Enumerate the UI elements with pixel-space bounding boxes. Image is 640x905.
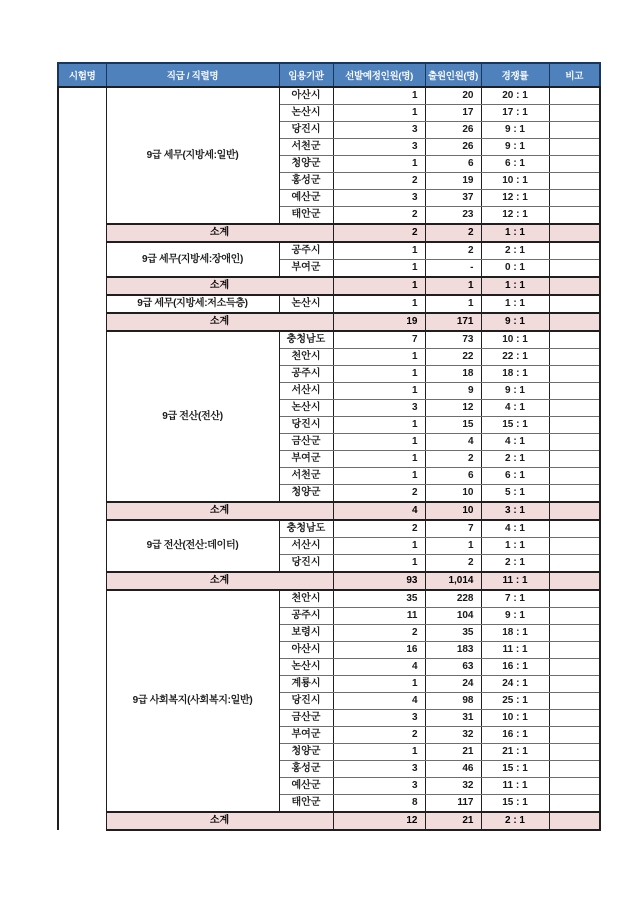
remark-cell bbox=[549, 383, 600, 400]
applicants-cell: 12 bbox=[425, 400, 481, 417]
table-header bbox=[58, 63, 600, 87]
ratio-cell: 16 : 1 bbox=[481, 659, 549, 676]
applicants-cell: 63 bbox=[425, 659, 481, 676]
ratio-cell: 10 : 1 bbox=[481, 331, 549, 349]
agency-cell: 서산시 bbox=[279, 538, 333, 555]
remark-cell bbox=[549, 744, 600, 761]
column-header-ratio: 경쟁률 bbox=[481, 63, 549, 87]
ratio-cell: 22 : 1 bbox=[481, 349, 549, 366]
ratio-cell: 9 : 1 bbox=[481, 608, 549, 625]
applicants-cell: 18 bbox=[425, 366, 481, 383]
planned-cell: 1 bbox=[333, 676, 425, 693]
agency-cell: 서천군 bbox=[279, 139, 333, 156]
applicants-cell: 26 bbox=[425, 139, 481, 156]
ratio-cell: 2 : 1 bbox=[481, 555, 549, 573]
subtotal-remark-cell bbox=[549, 502, 600, 520]
applicants-cell: 9 bbox=[425, 383, 481, 400]
ratio-cell: 17 : 1 bbox=[481, 105, 549, 122]
agency-cell: 당진시 bbox=[279, 693, 333, 710]
ratio-cell: 5 : 1 bbox=[481, 485, 549, 503]
planned-cell: 3 bbox=[333, 122, 425, 139]
ratio-cell: 1 : 1 bbox=[481, 538, 549, 555]
subtotal-ratio-cell: 9 : 1 bbox=[481, 313, 549, 331]
applicants-cell: 2 bbox=[425, 555, 481, 573]
applicants-cell: 10 bbox=[425, 485, 481, 503]
remark-cell bbox=[549, 778, 600, 795]
group-title: 9급 세무(지방세:저소득층) bbox=[106, 295, 279, 313]
column-header-agency: 임용기관 bbox=[279, 63, 333, 87]
planned-cell: 2 bbox=[333, 207, 425, 225]
applicants-cell: 26 bbox=[425, 122, 481, 139]
remark-cell bbox=[549, 538, 600, 555]
planned-cell: 3 bbox=[333, 761, 425, 778]
group-title: 9급 세무(지방세:일반) bbox=[106, 87, 279, 224]
planned-cell: 1 bbox=[333, 366, 425, 383]
subtotal-remark-cell bbox=[549, 313, 600, 331]
table-row bbox=[58, 87, 600, 105]
agency-cell: 천안시 bbox=[279, 349, 333, 366]
remark-cell bbox=[549, 727, 600, 744]
remark-cell bbox=[549, 400, 600, 417]
remark-cell bbox=[549, 710, 600, 727]
ratio-cell: 6 : 1 bbox=[481, 156, 549, 173]
ratio-cell: 9 : 1 bbox=[481, 383, 549, 400]
applicants-cell: 1 bbox=[425, 295, 481, 313]
remark-cell bbox=[549, 590, 600, 608]
agency-cell: 홍성군 bbox=[279, 173, 333, 190]
planned-cell: 11 bbox=[333, 608, 425, 625]
agency-cell: 아산시 bbox=[279, 642, 333, 659]
agency-cell: 청양군 bbox=[279, 156, 333, 173]
applicants-cell: 1 bbox=[425, 538, 481, 555]
ratio-cell: 16 : 1 bbox=[481, 727, 549, 744]
agency-cell: 금산군 bbox=[279, 434, 333, 451]
subtotal-ratio-cell: 11 : 1 bbox=[481, 572, 549, 590]
subtotal-row bbox=[58, 502, 600, 520]
ratio-cell: 2 : 1 bbox=[481, 242, 549, 260]
ratio-cell: 4 : 1 bbox=[481, 434, 549, 451]
applicants-cell: - bbox=[425, 260, 481, 278]
ratio-cell: 15 : 1 bbox=[481, 761, 549, 778]
remark-cell bbox=[549, 451, 600, 468]
remark-cell bbox=[549, 260, 600, 278]
remark-cell bbox=[549, 608, 600, 625]
remark-cell bbox=[549, 520, 600, 538]
applicants-cell: 6 bbox=[425, 156, 481, 173]
remark-cell bbox=[549, 795, 600, 813]
subtotal-label: 소계 bbox=[106, 277, 333, 295]
agency-cell: 공주시 bbox=[279, 608, 333, 625]
remark-cell bbox=[549, 139, 600, 156]
subtotal-remark-cell bbox=[549, 277, 600, 295]
ratio-cell: 2 : 1 bbox=[481, 451, 549, 468]
applicants-cell: 22 bbox=[425, 349, 481, 366]
subtotal-row bbox=[58, 224, 600, 242]
ratio-cell: 6 : 1 bbox=[481, 468, 549, 485]
subtotal-remark-cell bbox=[549, 812, 600, 830]
planned-cell: 2 bbox=[333, 625, 425, 642]
remark-cell bbox=[549, 295, 600, 313]
ratio-cell: 0 : 1 bbox=[481, 260, 549, 278]
agency-cell: 충청남도 bbox=[279, 520, 333, 538]
remark-cell bbox=[549, 485, 600, 503]
ratio-cell: 4 : 1 bbox=[481, 400, 549, 417]
ratio-cell: 9 : 1 bbox=[481, 122, 549, 139]
applicants-cell: 24 bbox=[425, 676, 481, 693]
applicants-cell: 32 bbox=[425, 778, 481, 795]
ratio-cell: 4 : 1 bbox=[481, 520, 549, 538]
group-title: 9급 전산(전산) bbox=[106, 331, 279, 502]
applicants-cell: 32 bbox=[425, 727, 481, 744]
subtotal-applicants-cell: 10 bbox=[425, 502, 481, 520]
planned-cell: 1 bbox=[333, 295, 425, 313]
subtotal-ratio-cell: 1 : 1 bbox=[481, 224, 549, 242]
agency-cell: 논산시 bbox=[279, 400, 333, 417]
planned-cell: 7 bbox=[333, 331, 425, 349]
agency-cell: 공주시 bbox=[279, 242, 333, 260]
column-header-rank-series: 직급 / 직렬명 bbox=[106, 63, 279, 87]
ratio-cell: 11 : 1 bbox=[481, 642, 549, 659]
ratio-cell: 1 : 1 bbox=[481, 295, 549, 313]
subtotal-label: 소계 bbox=[106, 812, 333, 830]
planned-cell: 1 bbox=[333, 555, 425, 573]
planned-cell: 1 bbox=[333, 87, 425, 105]
agency-cell: 태안군 bbox=[279, 207, 333, 225]
remark-cell bbox=[549, 105, 600, 122]
planned-cell: 1 bbox=[333, 105, 425, 122]
header-row bbox=[58, 63, 600, 87]
table-row bbox=[58, 590, 600, 608]
planned-cell: 1 bbox=[333, 349, 425, 366]
applicants-cell: 228 bbox=[425, 590, 481, 608]
remark-cell bbox=[549, 122, 600, 139]
ratio-cell: 10 : 1 bbox=[481, 173, 549, 190]
agency-cell: 천안시 bbox=[279, 590, 333, 608]
planned-cell: 4 bbox=[333, 659, 425, 676]
exam-name-cell bbox=[58, 87, 106, 830]
planned-cell: 3 bbox=[333, 139, 425, 156]
agency-cell: 논산시 bbox=[279, 105, 333, 122]
agency-cell: 홍성군 bbox=[279, 761, 333, 778]
group-title: 9급 전산(전산:데이터) bbox=[106, 520, 279, 572]
remark-cell bbox=[549, 207, 600, 225]
group-title: 9급 세무(지방세:장애인) bbox=[106, 242, 279, 277]
agency-cell: 서천군 bbox=[279, 468, 333, 485]
ratio-cell: 9 : 1 bbox=[481, 139, 549, 156]
ratio-cell: 7 : 1 bbox=[481, 590, 549, 608]
remark-cell bbox=[549, 417, 600, 434]
applicants-cell: 2 bbox=[425, 242, 481, 260]
applicants-cell: 183 bbox=[425, 642, 481, 659]
agency-cell: 부여군 bbox=[279, 260, 333, 278]
table-body bbox=[58, 87, 600, 830]
planned-cell: 3 bbox=[333, 400, 425, 417]
applicants-cell: 117 bbox=[425, 795, 481, 813]
subtotal-row bbox=[58, 313, 600, 331]
subtotal-applicants-cell: 1 bbox=[425, 277, 481, 295]
applicants-cell: 98 bbox=[425, 693, 481, 710]
remark-cell bbox=[549, 349, 600, 366]
remark-cell bbox=[549, 676, 600, 693]
ratio-cell: 15 : 1 bbox=[481, 417, 549, 434]
planned-cell: 1 bbox=[333, 242, 425, 260]
planned-cell: 3 bbox=[333, 190, 425, 207]
remark-cell bbox=[549, 625, 600, 642]
applicants-cell: 19 bbox=[425, 173, 481, 190]
subtotal-label: 소계 bbox=[106, 572, 333, 590]
subtotal-planned-cell: 2 bbox=[333, 224, 425, 242]
agency-cell: 부여군 bbox=[279, 727, 333, 744]
planned-cell: 2 bbox=[333, 485, 425, 503]
ratio-cell: 18 : 1 bbox=[481, 366, 549, 383]
ratio-cell: 12 : 1 bbox=[481, 207, 549, 225]
agency-cell: 금산군 bbox=[279, 710, 333, 727]
competition-rate-table bbox=[57, 62, 601, 831]
remark-cell bbox=[549, 173, 600, 190]
agency-cell: 예산군 bbox=[279, 190, 333, 207]
applicants-cell: 15 bbox=[425, 417, 481, 434]
planned-cell: 8 bbox=[333, 795, 425, 813]
applicants-cell: 104 bbox=[425, 608, 481, 625]
planned-cell: 2 bbox=[333, 173, 425, 190]
planned-cell: 1 bbox=[333, 744, 425, 761]
subtotal-applicants-cell: 1,014 bbox=[425, 572, 481, 590]
table-row bbox=[58, 295, 600, 313]
planned-cell: 1 bbox=[333, 156, 425, 173]
agency-cell: 당진시 bbox=[279, 555, 333, 573]
subtotal-applicants-cell: 171 bbox=[425, 313, 481, 331]
ratio-cell: 10 : 1 bbox=[481, 710, 549, 727]
agency-cell: 당진시 bbox=[279, 417, 333, 434]
ratio-cell: 21 : 1 bbox=[481, 744, 549, 761]
remark-cell bbox=[549, 642, 600, 659]
agency-cell: 당진시 bbox=[279, 122, 333, 139]
planned-cell: 1 bbox=[333, 417, 425, 434]
agency-cell: 공주시 bbox=[279, 366, 333, 383]
agency-cell: 논산시 bbox=[279, 659, 333, 676]
agency-cell: 계룡시 bbox=[279, 676, 333, 693]
subtotal-planned-cell: 12 bbox=[333, 812, 425, 830]
applicants-cell: 17 bbox=[425, 105, 481, 122]
planned-cell: 1 bbox=[333, 434, 425, 451]
column-header-planned: 선발예정인원(명) bbox=[333, 63, 425, 87]
ratio-cell: 15 : 1 bbox=[481, 795, 549, 813]
subtotal-planned-cell: 19 bbox=[333, 313, 425, 331]
subtotal-row bbox=[58, 277, 600, 295]
remark-cell bbox=[549, 659, 600, 676]
applicants-cell: 31 bbox=[425, 710, 481, 727]
remark-cell bbox=[549, 190, 600, 207]
subtotal-ratio-cell: 1 : 1 bbox=[481, 277, 549, 295]
remark-cell bbox=[549, 693, 600, 710]
subtotal-planned-cell: 1 bbox=[333, 277, 425, 295]
table-row bbox=[58, 520, 600, 538]
ratio-cell: 12 : 1 bbox=[481, 190, 549, 207]
applicants-cell: 4 bbox=[425, 434, 481, 451]
applicants-cell: 20 bbox=[425, 87, 481, 105]
applicants-cell: 35 bbox=[425, 625, 481, 642]
planned-cell: 35 bbox=[333, 590, 425, 608]
remark-cell bbox=[549, 761, 600, 778]
ratio-cell: 11 : 1 bbox=[481, 778, 549, 795]
applicants-cell: 6 bbox=[425, 468, 481, 485]
planned-cell: 3 bbox=[333, 710, 425, 727]
agency-cell: 충청남도 bbox=[279, 331, 333, 349]
planned-cell: 1 bbox=[333, 468, 425, 485]
subtotal-ratio-cell: 3 : 1 bbox=[481, 502, 549, 520]
subtotal-label: 소계 bbox=[106, 224, 333, 242]
planned-cell: 16 bbox=[333, 642, 425, 659]
remark-cell bbox=[549, 87, 600, 105]
subtotal-ratio-cell: 2 : 1 bbox=[481, 812, 549, 830]
ratio-cell: 24 : 1 bbox=[481, 676, 549, 693]
agency-cell: 부여군 bbox=[279, 451, 333, 468]
applicants-cell: 21 bbox=[425, 744, 481, 761]
applicants-cell: 7 bbox=[425, 520, 481, 538]
planned-cell: 4 bbox=[333, 693, 425, 710]
applicants-cell: 46 bbox=[425, 761, 481, 778]
subtotal-row bbox=[58, 572, 600, 590]
column-header-exam-name: 시험명 bbox=[58, 63, 106, 87]
agency-cell: 서산시 bbox=[279, 383, 333, 400]
column-header-applicants: 출원인원(명) bbox=[425, 63, 481, 87]
group-title: 9급 사회복지(사회복지:일반) bbox=[106, 590, 279, 812]
remark-cell bbox=[549, 331, 600, 349]
applicants-cell: 37 bbox=[425, 190, 481, 207]
planned-cell: 2 bbox=[333, 520, 425, 538]
subtotal-row bbox=[58, 812, 600, 830]
remark-cell bbox=[549, 434, 600, 451]
planned-cell: 1 bbox=[333, 451, 425, 468]
subtotal-planned-cell: 93 bbox=[333, 572, 425, 590]
remark-cell bbox=[549, 242, 600, 260]
applicants-cell: 23 bbox=[425, 207, 481, 225]
planned-cell: 2 bbox=[333, 727, 425, 744]
agency-cell: 청양군 bbox=[279, 485, 333, 503]
remark-cell bbox=[549, 555, 600, 573]
table-row bbox=[58, 242, 600, 260]
subtotal-label: 소계 bbox=[106, 502, 333, 520]
agency-cell: 청양군 bbox=[279, 744, 333, 761]
agency-cell: 보령시 bbox=[279, 625, 333, 642]
planned-cell: 1 bbox=[333, 260, 425, 278]
applicants-cell: 73 bbox=[425, 331, 481, 349]
remark-cell bbox=[549, 468, 600, 485]
subtotal-applicants-cell: 21 bbox=[425, 812, 481, 830]
remark-cell bbox=[549, 156, 600, 173]
subtotal-label: 소계 bbox=[106, 313, 333, 331]
ratio-cell: 20 : 1 bbox=[481, 87, 549, 105]
column-header-remark: 비고 bbox=[549, 63, 600, 87]
subtotal-remark-cell bbox=[549, 572, 600, 590]
planned-cell: 3 bbox=[333, 778, 425, 795]
applicants-cell: 2 bbox=[425, 451, 481, 468]
agency-cell: 태안군 bbox=[279, 795, 333, 813]
subtotal-planned-cell: 4 bbox=[333, 502, 425, 520]
agency-cell: 예산군 bbox=[279, 778, 333, 795]
ratio-cell: 18 : 1 bbox=[481, 625, 549, 642]
subtotal-remark-cell bbox=[549, 224, 600, 242]
agency-cell: 논산시 bbox=[279, 295, 333, 313]
planned-cell: 1 bbox=[333, 383, 425, 400]
remark-cell bbox=[549, 366, 600, 383]
agency-cell: 아산시 bbox=[279, 87, 333, 105]
planned-cell: 1 bbox=[333, 538, 425, 555]
ratio-cell: 25 : 1 bbox=[481, 693, 549, 710]
table-row bbox=[58, 331, 600, 349]
subtotal-applicants-cell: 2 bbox=[425, 224, 481, 242]
